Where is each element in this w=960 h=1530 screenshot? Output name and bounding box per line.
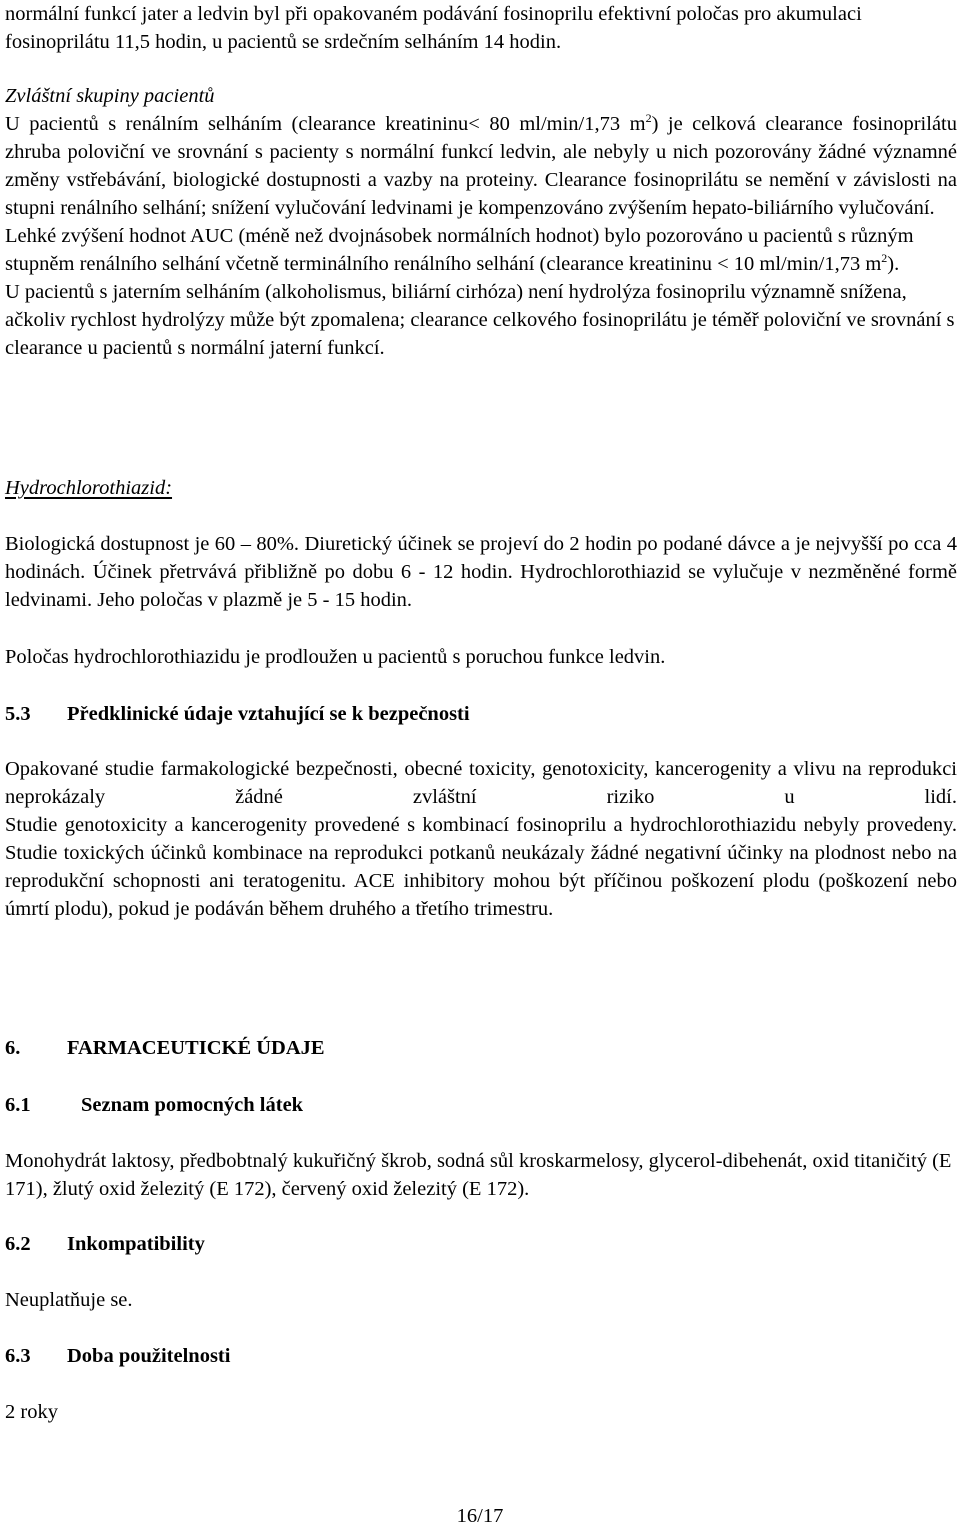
auc-superscript: 2 xyxy=(881,251,888,266)
section-5-3-heading xyxy=(5,700,470,728)
auc-text-1: Lehké zvýšení hodnot AUC (méně než dvojnásobek normálních hodnot) bylo pozorováno u pacientů s různým stupněm renálního selhání včetně terminálního renálního selhání (clearance kreatininu < 10 ml/min/1,73 m xyxy=(5,225,914,275)
section-title: Seznam pomocných látek xyxy=(81,1094,304,1116)
preclinical-paragraph-a: Opakované studie farmakologické bezpečnosti, obecné toxicity, genotoxicity, kancerogenity a vlivu na reprodukci neprokázaly žádné zvláštní riziko u lidí. xyxy=(5,758,957,808)
shelf-life-text: 2 roky xyxy=(5,1401,58,1423)
excipients-paragraph: Monohydrát laktosy, předbobtnalý kukuřičný škrob, sodná sůl kroskarmelosy, glycerol-dibehenát, oxid titaničitý (E 171), žlutý oxid železitý (E 172), červený oxid železitý (E 172). xyxy=(5,1150,952,1200)
section-title: Předklinické údaje vztahující se k bezpečnosti xyxy=(67,703,470,725)
section-6-3-heading xyxy=(5,1342,230,1370)
renal-failure-paragraph xyxy=(5,110,957,222)
special-groups-text xyxy=(5,110,957,362)
section-number: 6.1 xyxy=(5,1094,31,1116)
renal-text-2: ) je celková clearance fosinoprilátu zhruba poloviční ve srovnání s pacienty s normální funkcí ledvin, ale nebyly u nich pozorovány žádné významné změny vstřebávání, biologické dostupnosti a vazby na proteiny. Clearance fosinoprilátu se nemění v závislosti na stupni renálního selhání; snížení vylučování ledvinami je kompenzováno zvýšením hepato-biliárního vylučování. xyxy=(5,113,957,219)
fosinopril-tail-paragraph: normální funkcí jater a ledvin byl při opakovaném podávání fosinoprilu efektivní poločas pro akumulaci fosinoprilátu 11,5 hodin, u pacientů se srdečním selháním 14 hodin. xyxy=(5,3,862,53)
preclinical-paragraph-b: Studie genotoxicity a kancerogenity provedené s kombinací fosinoprilu a hydrochlorothiazidu nebyly provedeny. Studie toxických účinků kombinace na reprodukci potkanů neukázaly žádné negativní účinky na plodnost nebo na reprodukční schopnosti ani teratogenitu. ACE inhibitory mohou být příčinou poškození plodu (poškození nebo úmrtí plodu), pokud je podáván během druhého a třetího trimestru. xyxy=(5,814,957,920)
section-5-3-body xyxy=(5,755,957,923)
section-title: FARMACEUTICKÉ ÚDAJE xyxy=(67,1037,325,1059)
renal-text-1: U pacientů s renálním selháním (clearance kreatininu< 80 ml/min/1,73 m xyxy=(5,113,646,135)
section-title: Inkompatibility xyxy=(67,1233,205,1255)
section-number: 6.3 xyxy=(5,1345,31,1367)
section-number: 6. xyxy=(5,1037,21,1059)
section-title: Doba použitelnosti xyxy=(67,1345,231,1367)
hydrochlorothiazide-halflife-paragraph: Poločas hydrochlorothiazidu je prodloužen u pacientů s poruchou funkce ledvin. xyxy=(5,646,666,668)
hydrochlorothiazide-title: Hydrochlorothiazid: xyxy=(5,477,173,499)
hydrochlorothiazide-paragraph: Biologická dostupnost je 60 – 80%. Diuretický účinek se projeví do 2 hodin po podané dávce a je nejvyšší po cca 4 hodinách. Účinek přetrvává přibližně po dobu 6 - 12 hodin. Hydrochlorothiazid se vylučuje v nezměněné formě ledvinami. Jeho poločas v plazmě je 5 - 15 hodin. xyxy=(5,533,957,611)
section-6-2-heading xyxy=(5,1230,205,1258)
special-groups-title: Zvláštní skupiny pacientů xyxy=(5,85,215,107)
section-number: 5.3 xyxy=(5,703,31,725)
hepatic-paragraph: U pacientů s jaterním selháním (alkoholismus, biliární cirhóza) není hydrolýza fosinoprilu významně snížena, ačkoliv rychlost hydrolýzy může být zpomalena; clearance celkového fosinoprilátu je téměř poloviční ve srovnání s clearance u pacientů s normální jaterní funkcí. xyxy=(5,281,955,359)
section-6-heading xyxy=(5,1034,325,1062)
incompatibilities-text: Neuplatňuje se. xyxy=(5,1289,133,1311)
page-number: 16/17 xyxy=(456,1505,504,1527)
section-6-1-heading xyxy=(5,1091,303,1119)
renal-superscript: 2 xyxy=(645,111,652,126)
auc-paragraph xyxy=(5,222,957,278)
auc-text-2: ). xyxy=(887,253,900,275)
section-number: 6.2 xyxy=(5,1233,31,1255)
